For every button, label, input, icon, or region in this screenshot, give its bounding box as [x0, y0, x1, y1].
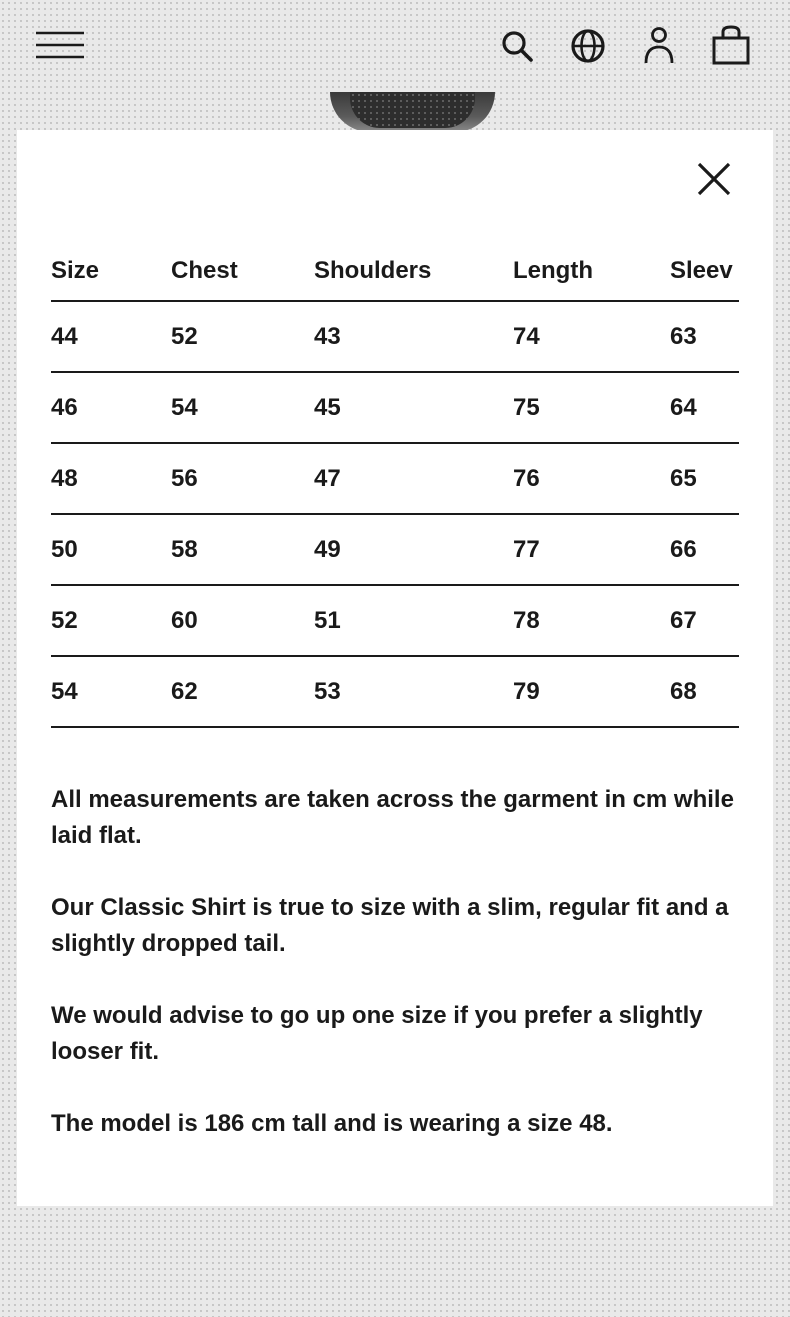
column-header-shoulders: Shoulders — [314, 242, 513, 301]
menu-button[interactable] — [28, 22, 90, 66]
cell-chest: 52 — [171, 301, 314, 372]
cell-sleeve: 63 — [670, 301, 739, 372]
cell-length: 77 — [513, 514, 670, 585]
user-icon — [642, 25, 676, 65]
language-button[interactable] — [567, 26, 609, 66]
cell-length: 75 — [513, 372, 670, 443]
product-image — [330, 92, 495, 132]
cell-size: 54 — [51, 656, 171, 727]
size-table — [51, 242, 739, 728]
account-button[interactable] — [638, 24, 680, 66]
table-header-row — [51, 242, 739, 301]
table-row — [51, 514, 739, 585]
product-image-detail — [350, 92, 475, 128]
cell-chest: 56 — [171, 443, 314, 514]
cell-shoulders: 43 — [314, 301, 513, 372]
column-header-chest: Chest — [171, 242, 314, 301]
cell-size: 50 — [51, 514, 171, 585]
close-button[interactable] — [695, 160, 733, 198]
search-icon — [499, 28, 535, 64]
table-row — [51, 585, 739, 656]
shopping-bag-icon — [710, 24, 752, 66]
sizing-advice-note: We would advise to go up one size if you prefer a slightly looser fit. — [51, 1002, 703, 1065]
cell-size: 44 — [51, 301, 171, 372]
hamburger-menu-icon — [32, 28, 86, 60]
cell-shoulders: 45 — [314, 372, 513, 443]
globe-icon — [569, 27, 607, 65]
cell-shoulders: 49 — [314, 514, 513, 585]
table-row — [51, 301, 739, 372]
cell-chest: 58 — [171, 514, 314, 585]
size-guide-modal — [17, 130, 773, 1206]
model-size-note: The model is 186 cm tall and is wearing a size 48. — [51, 1110, 613, 1137]
cell-chest: 62 — [171, 656, 314, 727]
cell-shoulders: 47 — [314, 443, 513, 514]
cell-sleeve: 66 — [670, 514, 739, 585]
shopping-bag-button[interactable] — [707, 22, 755, 68]
search-button[interactable] — [496, 26, 538, 66]
cell-length: 76 — [513, 443, 670, 514]
size-guide-notes — [51, 782, 741, 1178]
column-header-size: Size — [51, 242, 171, 301]
cell-chest: 60 — [171, 585, 314, 656]
column-header-length: Length — [513, 242, 670, 301]
column-header-sleeve: Sleev — [670, 242, 739, 301]
cell-size: 46 — [51, 372, 171, 443]
cell-shoulders: 51 — [314, 585, 513, 656]
cell-shoulders: 53 — [314, 656, 513, 727]
cell-sleeve: 64 — [670, 372, 739, 443]
cell-length: 78 — [513, 585, 670, 656]
cell-length: 74 — [513, 301, 670, 372]
cell-sleeve: 68 — [670, 656, 739, 727]
size-table-container — [51, 242, 739, 728]
table-row — [51, 372, 739, 443]
cell-size: 52 — [51, 585, 171, 656]
cell-chest: 54 — [171, 372, 314, 443]
measurement-note: All measurements are taken across the garment in cm while laid flat. — [51, 786, 734, 849]
table-row — [51, 656, 739, 727]
cell-sleeve: 67 — [670, 585, 739, 656]
cell-sleeve: 65 — [670, 443, 739, 514]
close-icon — [697, 162, 731, 196]
cell-length: 79 — [513, 656, 670, 727]
table-row — [51, 443, 739, 514]
cell-size: 48 — [51, 443, 171, 514]
fit-note: Our Classic Shirt is true to size with a slim, regular fit and a slightly dropped tail. — [51, 894, 729, 957]
top-navigation-bar — [0, 0, 790, 92]
